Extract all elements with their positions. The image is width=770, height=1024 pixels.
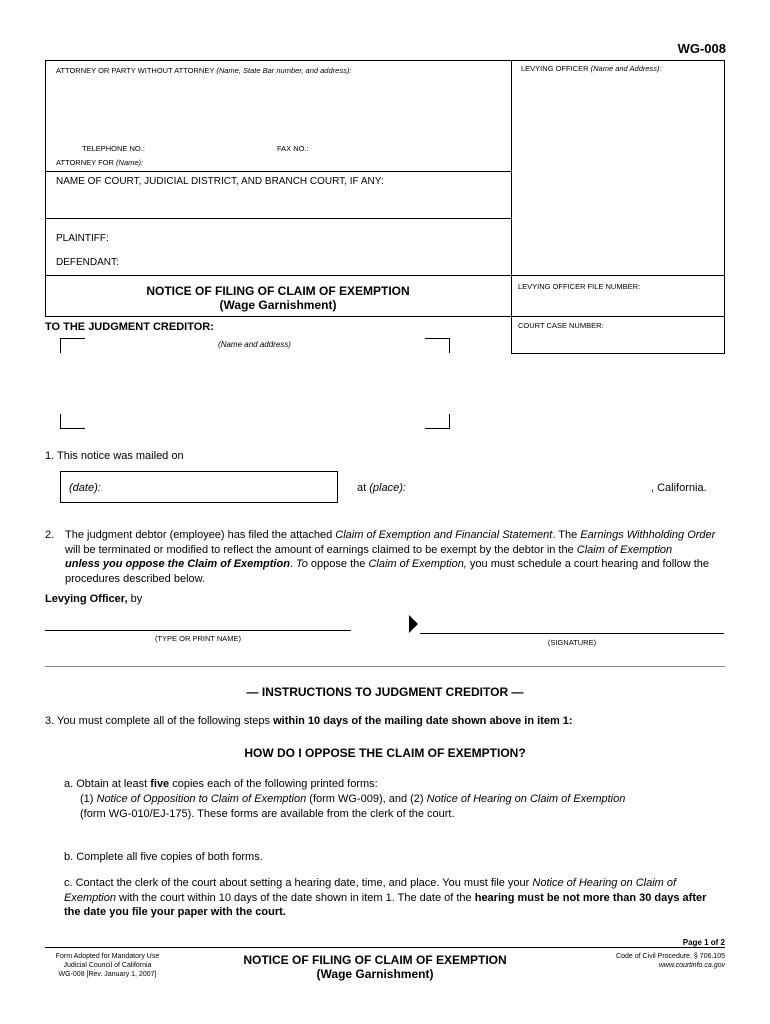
case-number-bottom-border (511, 353, 725, 354)
name-address-hint: (Name and address) (218, 340, 291, 349)
creditor-address-input[interactable] (66, 352, 444, 412)
place-input[interactable] (410, 476, 650, 496)
attorney-input[interactable] (50, 76, 505, 140)
caption-right-border (724, 60, 725, 354)
caption-top-border (45, 60, 725, 61)
page-number: Page 1 of 2 (682, 938, 725, 947)
date-label: (date): (69, 482, 101, 494)
instruction-a: a. Obtain at least five copies each of the following printed forms: (64, 778, 378, 790)
instruction-a-forms: (1) Notice of Opposition to Claim of Exemption (form WG-009), and (2) Notice of Hearing on Claim of Exemption (form WG-010/EJ-175). These forms are available from the clerk of the court. (80, 793, 626, 820)
bracket-bottom-left (60, 414, 85, 429)
signature-arrow-icon (409, 615, 418, 633)
defendant-label: DEFENDANT: (56, 257, 119, 268)
item1-text: 1. This notice was mailed on (45, 450, 184, 462)
levying-officer-by: Levying Officer, by (45, 593, 143, 605)
attorney-for-label: ATTORNEY FOR (Name): (56, 158, 144, 167)
bracket-bottom-right (425, 414, 450, 429)
section-divider (45, 666, 725, 667)
to-creditor-label: TO THE JUDGMENT CREDITOR: (45, 321, 214, 333)
court-name-label: NAME OF COURT, JUDICIAL DISTRICT, AND BRANCH COURT, IF ANY: (56, 176, 384, 187)
levying-officer-input[interactable] (516, 74, 720, 270)
parties-bottom-border (45, 275, 725, 276)
footer-subtitle: (Wage Garnishment) (316, 967, 434, 981)
footer-adopted: Form Adopted for Mandatory Use Judicial Council of California WG-008 [Rev. January 1, 2007] (55, 953, 160, 978)
court-name-input[interactable] (50, 190, 505, 215)
signature-caption: (SIGNATURE) (547, 638, 597, 647)
item2-number: 2. (45, 529, 55, 541)
levying-officer-file-label: LEVYING OFFICER FILE NUMBER: (518, 282, 641, 291)
levying-officer-label: LEVYING OFFICER (Name and Address): (521, 64, 662, 73)
item2-paragraph: The judgment debtor (employee) has filed the attached Claim of Exemption and Financial Statement. The Earnings Withholding Order will be terminated or modified to reflect the amount of earnings claimed to be exempt by the debtor in the Claim of Exemption unless you oppose the Claim of Exemption. To oppose the Claim of Exemption, you must schedule a court hearing and follow the procedures described below. (65, 529, 716, 585)
court-name-bottom-border (45, 218, 511, 219)
form-subtitle: (Wage Garnishment) (219, 298, 337, 312)
attorney-label: ATTORNEY OR PARTY WITHOUT ATTORNEY (Name, State Bar number, and address): (56, 66, 352, 75)
levying-officer-file-input[interactable] (516, 292, 720, 312)
footer-rule (45, 947, 725, 948)
type-name-line (45, 630, 351, 631)
caption-middle-divider (511, 60, 512, 354)
court-case-label: COURT CASE NUMBER: (518, 321, 604, 330)
type-name-input[interactable] (45, 612, 351, 630)
footer-url-link[interactable]: www.courtinfo.ca.gov (658, 962, 725, 969)
defendant-input[interactable] (125, 254, 505, 270)
instructions-heading: — INSTRUCTIONS TO JUDGMENT CREDITOR — (246, 685, 524, 699)
california-label: , California. (651, 482, 707, 494)
instruction-c: c. Contact the clerk of the court about setting a hearing date, time, and place. You must file your Notice of Hearing on Claim of Exemption with the court within 10 days of the date shown in item 1. The date of the hearing must be not more than 30 days after the date you file your paper with the court. (64, 877, 707, 918)
footer-code: Code of Civil Procedure, § 706.105 (616, 953, 725, 960)
oppose-subheading: HOW DO I OPPOSE THE CLAIM OF EXEMPTION? (244, 746, 526, 760)
type-name-caption: (TYPE OR PRINT NAME) (154, 634, 242, 643)
plaintiff-label: PLAINTIFF: (56, 233, 109, 244)
footer-title: NOTICE OF FILING OF CLAIM OF EXEMPTION (243, 953, 507, 967)
court-case-input[interactable] (516, 331, 720, 351)
signature-line (420, 633, 724, 634)
fax-label: FAX NO.: (277, 144, 309, 153)
caption-left-border (45, 60, 46, 317)
form-number: WG-008 (677, 41, 726, 56)
mailed-date-field[interactable] (60, 471, 338, 503)
plaintiff-input[interactable] (115, 230, 505, 246)
instruction-b: b. Complete all five copies of both forms. (64, 851, 263, 863)
title-bottom-border (45, 316, 725, 317)
form-title: NOTICE OF FILING OF CLAIM OF EXEMPTION (146, 284, 410, 298)
signature-input[interactable] (420, 612, 724, 632)
item3-text: 3. You must complete all of the following steps within 10 days of the mailing date shown above in item 1: (45, 715, 573, 727)
court-name-top-border (45, 171, 511, 172)
telephone-label: TELEPHONE NO.: (82, 144, 145, 153)
place-label: at (place): (357, 482, 406, 494)
